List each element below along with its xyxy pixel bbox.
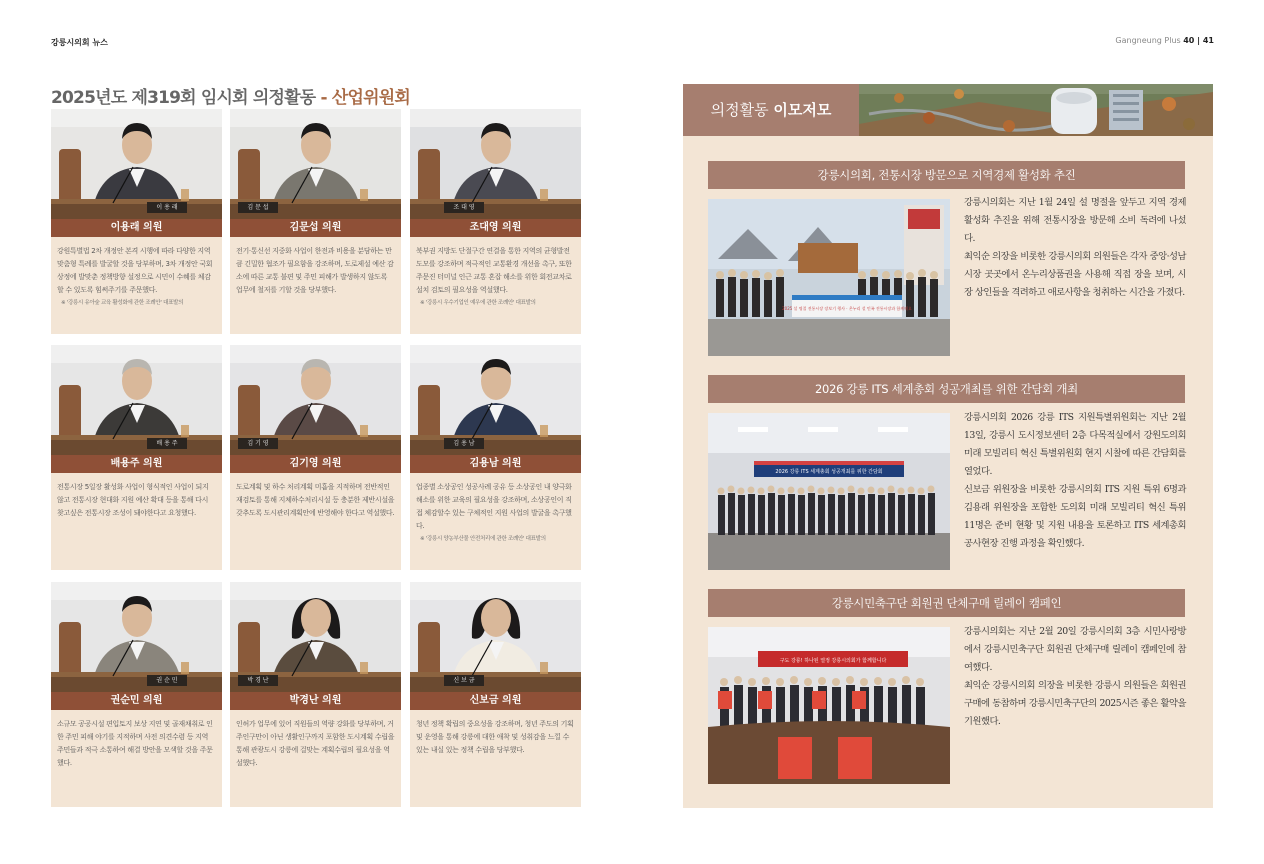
section-3-text xyxy=(964,623,1186,731)
tag-bold: 이모저모 xyxy=(773,101,832,119)
right-panel xyxy=(683,84,1213,808)
title-sub: - 산업위원회 xyxy=(315,88,411,108)
member-desc-text: 전통시장 5일장 활성화 사업이 형식적인 사업이 되지 않고 전통시장 현대화 지원 예산 확대 등을 통해 다시 찾고싶은 전통시장 조성이 돼야한다고 요청했다. xyxy=(57,483,209,517)
member-photo xyxy=(51,109,222,219)
section-1-para-1: 강릉시의회는 지난 1월 24일 설 명절을 앞두고 지역 경제 활성화 추진을 위해 전통시장을 방문해 소비 독려에 나섰다. xyxy=(964,197,1186,244)
member-description xyxy=(230,710,401,776)
member-card xyxy=(51,345,222,570)
desk-nameplate: 김 기 영 xyxy=(238,438,278,449)
member-desc-text: 북부권 지방도 단절구간 연결을 통한 지역의 균형발전 도모를 강조하며 적극적인 교통환경 개선을 촉구, 또한 주문진 터미널 인근 교통 혼잡 해소를 위한 회전교차로 설치 검토의 필요성을 역설했다. xyxy=(416,247,572,294)
member-card xyxy=(51,582,222,807)
member-card xyxy=(230,345,401,570)
member-name: 김기영 의원 xyxy=(230,455,401,473)
member-card xyxy=(410,582,581,807)
member-photo xyxy=(230,109,401,219)
member-desc-text: 도로계획 및 하수 처리계획 미흡을 지적하며 전반적인 재검토를 통해 지체하수처리시설 등 충분한 제반시설을 갖추도록 도시관리계획안에 반영해야 한다고 역설했다. xyxy=(236,483,395,517)
member-desc-text: 업종별 소상공인 성공사례 공유 등 소상공인 내 양극화 해소를 위한 교육의 필요성을 강조하며, 소상공인이 직접 체감할수 있는 구체적인 지원 사업의 발굴을 촉구했다. xyxy=(416,483,572,530)
member-note: ※ '강릉시 유아숲 교육 활성화에 관한 조례안' 대표발의 xyxy=(61,300,184,306)
desk-nameplate: 박 경 난 xyxy=(238,675,278,686)
desk-nameplate: 김 문 섭 xyxy=(238,202,278,213)
section-2-para-1: 강릉시의회 2026 강릉 ITS 지원특별위원회는 지난 2월 13일, 강릉시 도시정보센터 2층 다목적실에서 강원도의회 미래 모빌리티 혁신 특별위원회 현지 시찰에 따른 간담회를 열었다. xyxy=(964,412,1186,477)
section-2-photo xyxy=(708,413,950,570)
header-left: 강릉시의회 뉴스 xyxy=(51,38,108,47)
section-1-banner: 2025 설 명절 전통시장 장보기 행사 · 온누리 설 민족 전통시장과 함께해요 xyxy=(782,306,912,311)
member-note: ※ '강릉시 우수기업인 예우에 관한 조례안' 대표발의 xyxy=(420,300,536,306)
member-description xyxy=(230,473,401,526)
member-name: 이용래 의원 xyxy=(51,219,222,237)
member-card xyxy=(230,582,401,807)
member-description xyxy=(410,473,581,550)
section-1-para-2: 최익순 의장을 비롯한 강릉시의회 의원들은 각자 중앙·성남시장 곳곳에서 온누리상품권을 사용해 직접 장을 보며, 시장 상인들을 격려하고 애로사항을 청취하는 시간을 가졌다. xyxy=(964,251,1186,298)
section-3-para-1: 강릉시의회는 지난 2월 20일 강릉시의회 3층 시민사랑방에서 강릉시민축구단 회원권 단체구매 릴레이 캠페인에 참여했다. xyxy=(964,626,1186,673)
desk-nameplate: 조 대 영 xyxy=(444,202,484,213)
section-2-text xyxy=(964,409,1186,553)
section-2-para-2: 신보금 위원장을 비롯한 강릉시의회 ITS 지원 특위 6명과 김용래 위원장을 포함한 도의회 미래 모빌리티 혁신 특위 11명은 준비 현황 및 지원 내용을 토론하고 ITS 세계총회 공사현장 진행 과정을 확인했다. xyxy=(964,484,1186,549)
section-1-photo xyxy=(708,199,950,356)
section-1-text xyxy=(964,194,1186,302)
member-card xyxy=(410,109,581,334)
member-note: ※ '강릉시 양농부산물 안전처리에 관한 조례안' 대표발의 xyxy=(420,536,546,542)
desk-nameplate: 김 용 남 xyxy=(444,438,484,449)
desk-nameplate: 권 순 민 xyxy=(147,675,187,686)
member-name: 신보금 의원 xyxy=(410,692,581,710)
desk-nameplate: 이 용 래 xyxy=(147,202,187,213)
right-header xyxy=(683,84,1213,136)
member-description xyxy=(51,473,222,526)
desk-nameplate: 신 보 금 xyxy=(444,675,484,686)
tag-prefix: 의정활동 xyxy=(710,101,774,119)
section-3-title: 강릉시민축구단 회원권 단체구매 릴레이 캠페인 xyxy=(708,589,1185,617)
member-description xyxy=(410,237,581,314)
title-main: 2025년도 제319회 임시회 의정활동 xyxy=(51,88,316,108)
desk-nameplate: 배 용 주 xyxy=(147,438,187,449)
member-desc-text: 소규모 공공시설 편입토지 보상 지연 및 골재채취로 인한 주민 피해 야기를 지적하며 사전 의견수렴 등 지역 주민들과 적극 소통하여 해결 방안을 모색할 것을 주문했다. xyxy=(57,720,213,767)
member-card xyxy=(410,345,581,570)
header-right xyxy=(1115,36,1214,45)
section-1-title: 강릉시의회, 전통시장 방문으로 지역경제 활성화 추진 xyxy=(708,161,1185,189)
member-desc-text: 강원특별법 2차 개정안 본격 시행에 따라 다양한 지역맞춤형 특례를 발굴할 것을 당부하며, 3차 개정안 국회 상정에 발맞춘 정책방향 설정으로 시민이 수혜를 체감할 수 있도록 힘써주기를 주문했다. xyxy=(57,247,213,294)
member-desc-text: 청년 정책 확립의 중요성을 강조하며, 청년 주도의 기획 및 운영을 통해 강릉에 대한 애착 및 성취감을 느낄 수 있는 내실 있는 정책 수립을 당부했다. xyxy=(416,720,574,754)
section-2-title: 2026 강릉 ITS 세계총회 성공개최를 위한 간담회 개최 xyxy=(708,375,1185,403)
magazine-name: Gangneung Plus xyxy=(1115,36,1181,45)
section-3-para-2: 최익순 강릉시의회 의장을 비롯한 강릉시 의원들은 회원권 구매에 동참하며 강릉시민축구단의 2025시즌 좋은 활약을 기원했다. xyxy=(964,680,1186,727)
member-name: 박경난 의원 xyxy=(230,692,401,710)
member-name: 권순민 의원 xyxy=(51,692,222,710)
section-2-banner: 2026 강릉 ITS 세계총회 성공개최를 위한 간담회 xyxy=(775,469,883,475)
section-3-banner: 구도 강릉! 하나된 열정 강릉시의회가 함께합니다 xyxy=(779,658,887,664)
member-description xyxy=(51,237,222,314)
member-desc-text: 인허가 업무에 있어 직원들의 역량 강화를 당부하며, 거주인구만이 아닌 생활인구까지 포함한 도시계획 수립을 통해 관광도시 강릉에 걸맞는 계획수립의 필요성을 역설했다. xyxy=(236,720,395,767)
page-numbers: 40 | 41 xyxy=(1183,36,1214,45)
member-description xyxy=(410,710,581,763)
member-photo xyxy=(410,582,581,692)
section-3-photo xyxy=(708,627,950,784)
member-photo xyxy=(230,582,401,692)
member-name: 김문섭 의원 xyxy=(230,219,401,237)
member-photo xyxy=(51,345,222,455)
member-photo xyxy=(230,345,401,455)
member-card xyxy=(230,109,401,334)
member-photo xyxy=(410,345,581,455)
member-desc-text: 전기·통신선 지중화 사업이 한전과 비용을 분담하는 만큼 긴밀한 협조가 필요함을 강조하며, 도로제설 예산 감소에 따른 교통 불편 및 주민 피해가 발생하지 않도록 업무에 철저를 기할 것을 당부했다. xyxy=(236,247,394,294)
page-title xyxy=(51,83,410,108)
member-photo xyxy=(51,582,222,692)
member-photo xyxy=(410,109,581,219)
member-name: 조대영 의원 xyxy=(410,219,581,237)
member-description xyxy=(51,710,222,776)
member-name: 김용남 의원 xyxy=(410,455,581,473)
member-name: 배용주 의원 xyxy=(51,455,222,473)
aerial-photo xyxy=(859,84,1213,136)
member-card xyxy=(51,109,222,334)
member-description xyxy=(230,237,401,303)
section-tag xyxy=(683,84,859,136)
